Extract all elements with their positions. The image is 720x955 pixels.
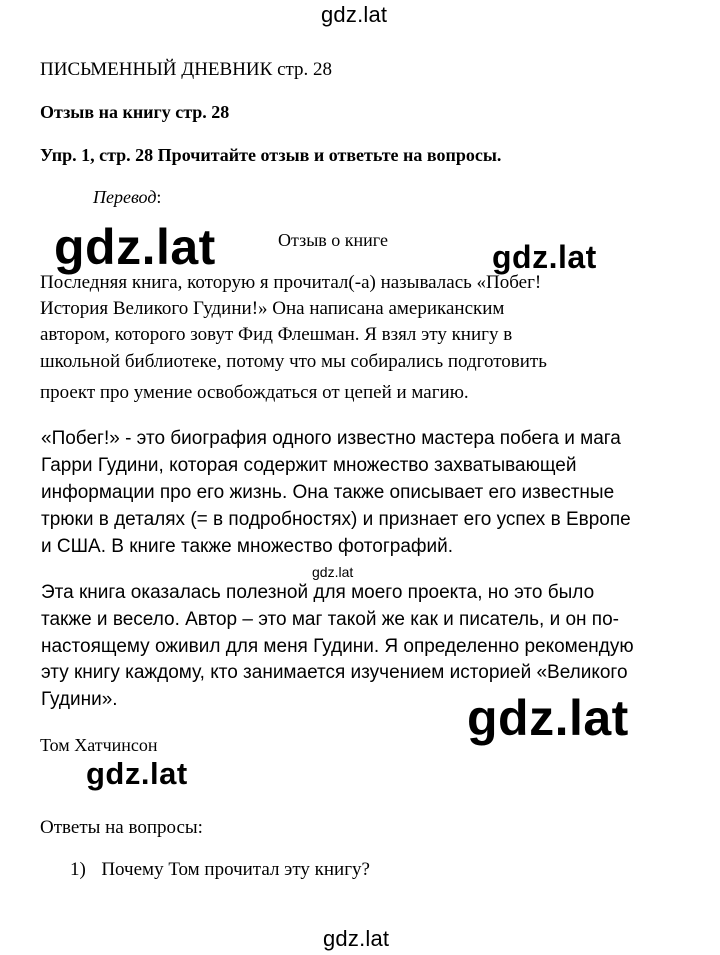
review-p1-line: школьной библиотеке, потому что мы собирались подготовить (40, 351, 547, 372)
answers-title: Ответы на вопросы: (40, 817, 203, 838)
watermark-medium-right: gdz.lat (492, 239, 597, 275)
review-p1-line: История Великого Гудини!» Она написана американским (40, 298, 505, 319)
question-number: 1) (70, 859, 86, 880)
review-p2-line: и США. В книге также множество фотографий. (41, 536, 454, 557)
review-p2-line: Гарри Гудини, которая содержит множество захватывающей (41, 455, 577, 476)
review-p3-line: эту книгу каждому, кто занимается изучением историей «Великого (41, 662, 628, 683)
section-title: Отзыв на книгу стр. 28 (40, 102, 230, 122)
watermark-top: gdz.lat (321, 2, 388, 27)
diary-title: ПИСЬМЕННЫЙ ДНЕВНИК стр. 28 (40, 59, 333, 80)
review-p3-line: Эта книга оказалась полезной для моего проекта, но это было (41, 582, 595, 603)
watermark-large-right: gdz.lat (467, 690, 629, 746)
review-title: Отзыв о книге (278, 230, 388, 250)
review-p1-line: автором, которого зовут Фид Флешман. Я взял эту книгу в (40, 324, 513, 345)
translation-label-line (93, 187, 161, 208)
exercise-title: Упр. 1, стр. 28 Прочитайте отзыв и ответьте на вопросы. (40, 145, 502, 165)
review-p1-line: проект про умение освобождаться от цепей и магию. (40, 382, 469, 403)
translation-label: Перевод (93, 187, 157, 207)
question-text: Почему Том прочитал эту книгу? (101, 859, 370, 880)
question-item (70, 859, 370, 881)
review-p2-line: информации про его жизнь. Она также описывает его известные (41, 482, 615, 503)
review-p3-line: также и весело. Автор – это маг такой же как и писатель, и он по- (41, 609, 619, 630)
review-p3-line: настоящему оживил для меня Гудини. Я определенно рекомендую (41, 636, 634, 657)
review-p3-line: Гудини». (41, 689, 118, 710)
watermark-large-left: gdz.lat (54, 219, 216, 275)
review-signature: Том Хатчинсон (40, 735, 158, 755)
review-p2-line: трюки в деталях (= в подробностях) и признает его успех в Европе (41, 509, 631, 530)
review-p1-line: Последняя книга, которую я прочитал(-а) называлась «Побег! (40, 272, 542, 293)
watermark-tiny-center: gdz.lat (312, 564, 354, 580)
translation-colon: : (156, 187, 162, 207)
watermark-bottom: gdz.lat (323, 926, 390, 951)
review-p2-line: «Побег!» - это биография одного известно мастера побега и мага (41, 428, 621, 449)
watermark-medium-left: gdz.lat (86, 756, 188, 791)
